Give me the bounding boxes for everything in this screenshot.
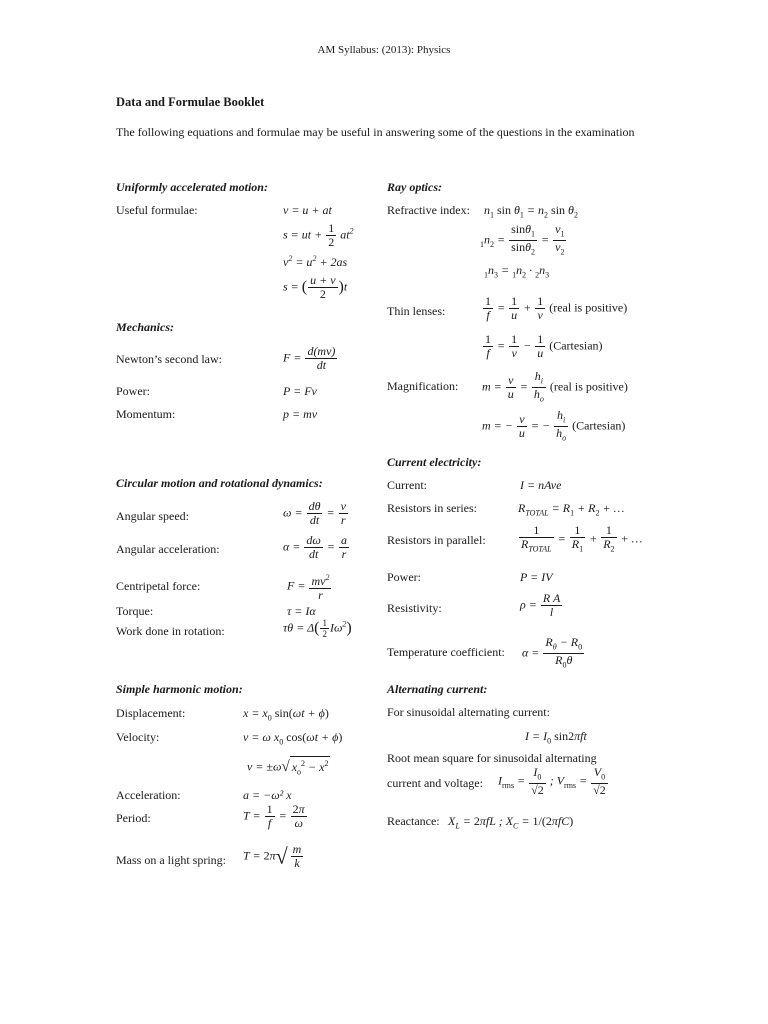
eq-s-average-velocity: s = ( $\frac{u + v}{2}$ )t <box>283 273 348 301</box>
eq-centripetal-force: F = $\frac{mv^2}{r}$ <box>287 573 330 602</box>
eq-newton: F = $\frac{d(mv)}{dt}$ <box>283 344 336 372</box>
label-displacement: Displacement: <box>116 706 186 720</box>
eq-mass-spring: T = 2π√ $\frac{m}{k}$ <box>243 842 302 870</box>
eq-work-rotation: τθ = Δ( $\frac{1}{2}$ $I\omega^2$) <box>283 618 352 639</box>
heading-alternating-current: Alternating current: <box>387 682 488 696</box>
note-real-positive-2: (real is positive) <box>549 379 628 394</box>
label-thin-lenses: Thin lenses: <box>387 304 446 318</box>
eq-torque: τ = Iα <box>287 604 316 618</box>
label-newton-second-law: Newton’s second law: <box>116 352 222 366</box>
label-power-electric: Power: <box>387 570 421 584</box>
label-rms-line2: current and voltage: <box>387 776 483 790</box>
label-refractive-index: Refractive index: <box>387 203 470 217</box>
page-header: AM Syllabus: (2013): Physics <box>317 44 451 56</box>
note-real-positive: (real is positive) <box>549 300 628 315</box>
label-current: Current: <box>387 478 427 492</box>
label-sinusoidal-current: For sinusoidal alternating current: <box>387 705 550 719</box>
heading-uniform-motion: Uniformly accelerated motion: <box>116 180 268 194</box>
label-resistivity: Resistivity: <box>387 601 442 615</box>
label-acceleration: Acceleration: <box>116 788 181 802</box>
label-velocity: Velocity: <box>116 730 160 744</box>
eq-velocity: v = ω $x_0$ cos(ωt + ϕ) <box>243 730 343 747</box>
eq-power-electric: P = IV <box>520 570 553 584</box>
label-period: Period: <box>116 811 151 825</box>
eq-snell: $n_1$ $\sin \theta_1 = n_2$ $\sin \theta_2$ <box>484 203 578 220</box>
heading-shm: Simple harmonic motion: <box>116 682 243 696</box>
eq-reactance: $X_L = 2\pi fL$ ; $X_C = 1/(2\pi fC)$ <box>448 814 574 831</box>
eq-angular-speed: ω = $\frac{d\theta}{dt}$ = $\frac{v}{r}$ <box>283 499 346 527</box>
note-cartesian-2: (Cartesian) <box>572 418 626 433</box>
heading-circular-motion: Circular motion and rotational dynamics: <box>116 476 323 490</box>
page-title: Data and Formulae Booklet <box>116 95 265 109</box>
eq-momentum: p = mv <box>283 407 318 421</box>
eq-power: P = Fv <box>283 384 317 398</box>
label-mass-spring: Mass on a light spring: <box>116 853 226 867</box>
label-torque: Torque: <box>116 604 154 618</box>
label-work-rotation: Work done in rotation: <box>116 624 225 638</box>
eq-v2-u2-2as: $v^2 = u^2 + 2as$ <box>283 254 348 269</box>
label-angular-speed: Angular speed: <box>116 509 189 523</box>
eq-resistors-series: $R_{TOTAL} = R_1 + R_2$ + … <box>518 501 625 518</box>
eq-temperature-coefficient: α = $\frac{R_\theta - R_0}{R_0\theta}$ <box>522 635 583 670</box>
eq-v-u-at: v = u + at <box>283 203 332 217</box>
label-power: Power: <box>116 384 150 398</box>
label-resistors-parallel: Resistors in parallel: <box>387 533 486 547</box>
label-temperature-coefficient: Temperature coefficient: <box>387 645 505 659</box>
eq-lens-real: $\frac{1}{f}$ = $\frac{1}{u}$ + $\frac{1}{v}$ (real is positive) <box>485 294 628 322</box>
eq-acceleration: a = −ω² x <box>243 788 292 802</box>
label-magnification: Magnification: <box>387 379 459 393</box>
eq-sinusoidal-current: $I = I_0$ sin2πft <box>525 729 587 746</box>
intro-text: The following equations and formulae may be useful in answering some of the questions in the examination <box>116 125 635 139</box>
eq-current: I = nAve <box>520 478 562 492</box>
label-momentum: Momentum: <box>116 407 176 421</box>
eq-rms: $I_{rms}$ = $\frac{I_0}{√2}$ ; $V_{rms}$ = $\frac{V_0}{√2}$ <box>498 765 606 798</box>
label-angular-acceleration: Angular acceleration: <box>116 542 220 556</box>
eq-displacement: $x = x_0$ sin(ωt + ϕ) <box>243 706 329 723</box>
eq-index-chain: $_1n_3 = _1n_2 \cdot _2n_3$ <box>484 263 550 280</box>
heading-current-electricity: Current electricity: <box>387 455 482 469</box>
eq-resistivity: ρ = $\frac{\text{R A}}{l}$ <box>520 591 561 619</box>
label-rms-line1: Root mean square for sinusoidal alternating <box>387 751 597 765</box>
eq-magnification-cartesian: m = − $\frac{v}{u}$ = − $\frac{h_i}{h_o}$ (Cartesian) <box>482 408 626 443</box>
eq-s-ut-half-at2: s = ut + $\frac{1}{2}$ $at^2$ <box>283 221 354 249</box>
eq-velocity-sqrt: v = ±ω√ $x_o^2 - x^2$ <box>247 756 330 779</box>
eq-angular-acceleration: α = $\frac{d\omega}{dt}$ = $\frac{a}{r}$ <box>283 533 347 561</box>
eq-period: T = $\frac{1}{f}$ = $\frac{2\pi}{\omega}$ <box>243 802 305 830</box>
eq-magnification-real: m = $\frac{v}{u}$ = $\frac{h_i}{h_o}$ (real is positive) <box>482 369 628 404</box>
eq-lens-cartesian: $\frac{1}{f}$ = $\frac{1}{v}$ − $\frac{1}{u}$ (Cartesian) <box>485 332 603 360</box>
heading-ray-optics: Ray optics: <box>387 180 442 194</box>
label-reactance: Reactance: <box>387 814 440 828</box>
label-resistors-series: Resistors in series: <box>387 501 477 515</box>
label-centripetal-force: Centripetal force: <box>116 579 201 593</box>
eq-relative-index: $_1n_2$ = $\frac{\sin\theta_1}{\sin\theta_2}$ = $\frac{v_1}{v_2}$ <box>480 222 565 257</box>
heading-mechanics: Mechanics: <box>116 320 174 334</box>
note-cartesian: (Cartesian) <box>549 338 603 353</box>
eq-resistors-parallel: $\frac{1}{R_{TOTAL}}$ = $\frac{1}{R_1}$ + $\frac{1}{R_2}$ + … <box>521 523 643 554</box>
label-useful-formulae: Useful formulae: <box>116 203 198 217</box>
